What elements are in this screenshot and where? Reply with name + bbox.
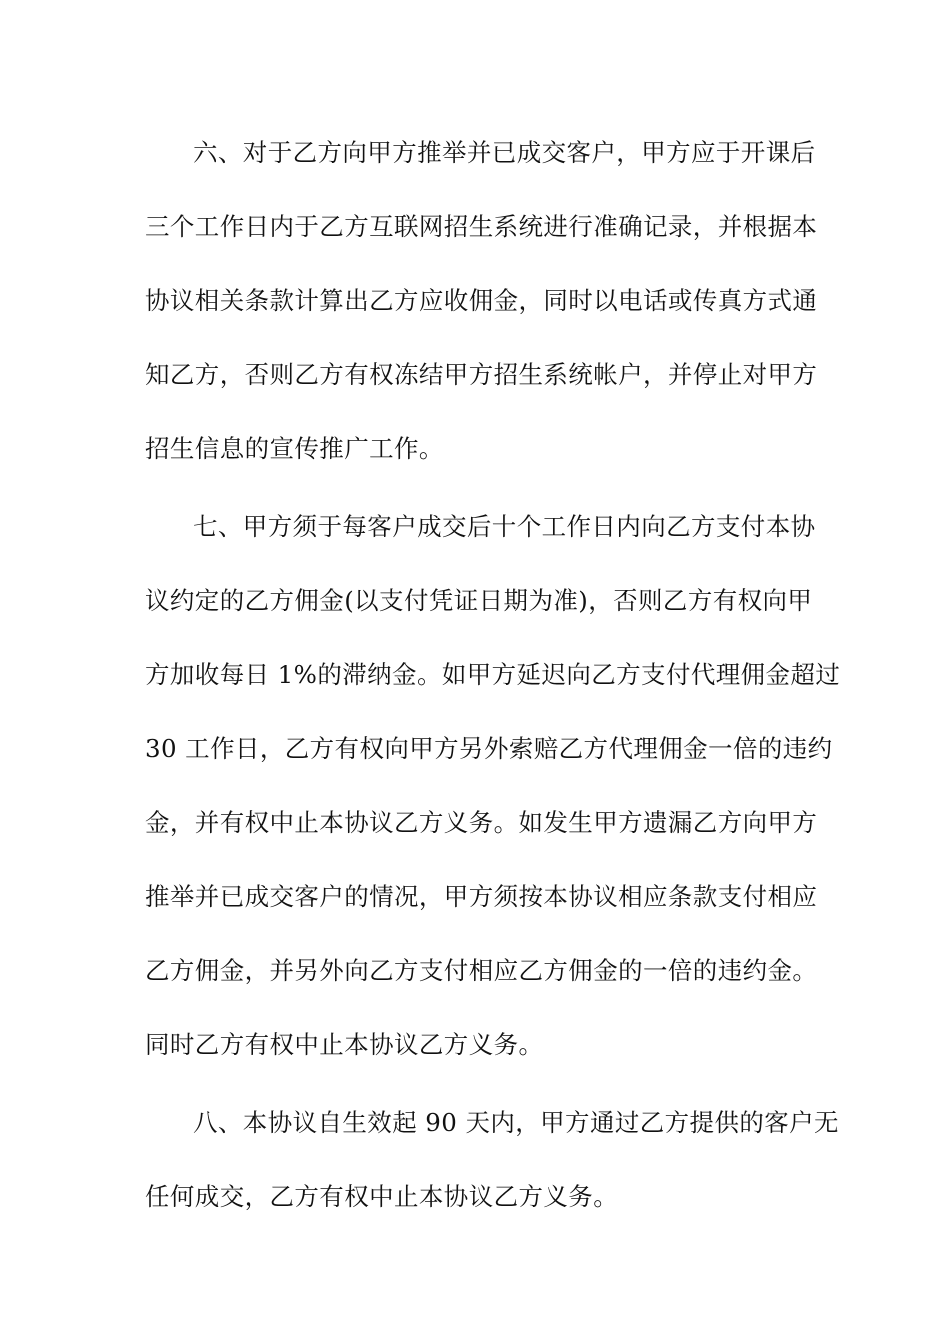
text-line: 同时乙方有权中止本协议乙方义务。 <box>145 1030 544 1059</box>
text-line: 方加收每日 1%的滞纳金。如甲方延迟向乙方支付代理佣金超过 <box>145 660 841 689</box>
text-line: 金，并有权中止本协议乙方义务。如发生甲方遗漏乙方向甲方 <box>145 808 818 837</box>
text-line: 七、甲方须于每客户成交后十个工作日内向乙方支付本协 <box>193 512 816 541</box>
text-line: 30 工作日，乙方有权向甲方另外索赔乙方代理佣金一倍的违约 <box>145 734 833 763</box>
text-line: 议约定的乙方佣金(以支付凭证日期为准)，否则乙方有权向甲 <box>145 586 813 615</box>
text-line: 招生信息的宣传推广工作。 <box>145 434 444 463</box>
text-line: 推举并已成交客户的情况，甲方须按本协议相应条款支付相应 <box>145 882 818 911</box>
text-line: 知乙方，否则乙方有权冻结甲方招生系统帐户，并停止对甲方 <box>145 360 818 389</box>
text-line: 三个工作日内于乙方互联网招生系统进行准确记录，并根据本 <box>145 212 818 241</box>
text-line: 任何成交，乙方有权中止本协议乙方义务。 <box>145 1182 619 1211</box>
text-line: 乙方佣金，并另外向乙方支付相应乙方佣金的一倍的违约金。 <box>145 956 818 985</box>
text-line: 协议相关条款计算出乙方应收佣金，同时以电话或传真方式通 <box>145 286 818 315</box>
text-line: 八、本协议自生效起 90 天内，甲方通过乙方提供的客户无 <box>193 1108 839 1137</box>
text-line: 六、对于乙方向甲方推举并已成交客户，甲方应于开课后 <box>193 138 816 167</box>
